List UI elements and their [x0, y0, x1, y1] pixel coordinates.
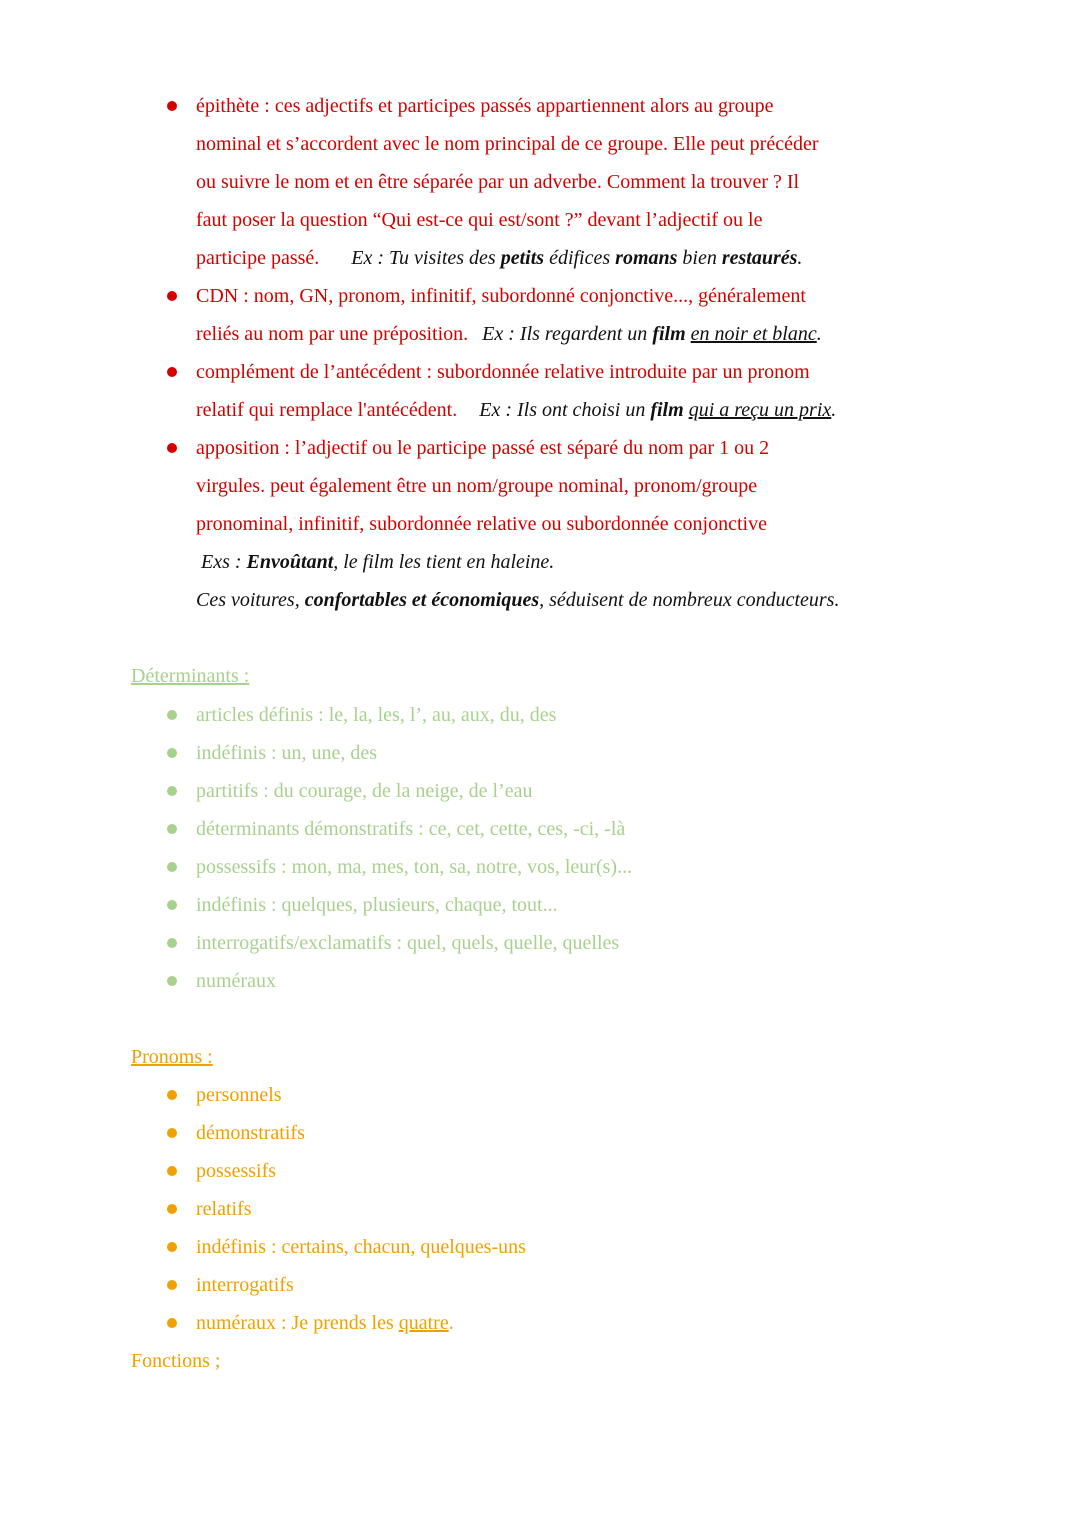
example: Exs : Envoûtant, le film les tient en haleine. — [201, 551, 555, 573]
bullet-icon — [167, 824, 177, 834]
bullet-icon — [167, 1242, 177, 1252]
text-line: relatif qui remplace l'antécédent. Ex : Ils ont choisi un film qui a reçu un prix. — [196, 399, 837, 421]
text-line: faut poser la question “Qui est-ce qui est/sont ?” devant l’adjectif ou le — [196, 209, 763, 231]
example: Ces voitures, confortables et économiques, séduisent de nombreux conducteurs. — [196, 589, 840, 611]
bullet-icon — [167, 1090, 177, 1100]
bullet-icon — [167, 710, 177, 720]
text-line: pronominal, infinitif, subordonnée relative ou subordonnée conjonctive — [196, 513, 767, 535]
determinants-heading: Déterminants : — [131, 665, 250, 687]
bullet-icon — [167, 443, 177, 453]
bullet-icon — [167, 291, 177, 301]
bullet-icon — [167, 1280, 177, 1290]
bullet-icon — [167, 1318, 177, 1328]
bullet-icon — [167, 938, 177, 948]
list-item-text: numéraux : Je prends les quatre. — [196, 1312, 454, 1334]
text-line — [196, 239, 956, 277]
bullet-icon — [167, 1128, 177, 1138]
bullet-icon — [167, 748, 177, 758]
bullet-icon — [167, 1204, 177, 1214]
bullet-icon — [167, 101, 177, 111]
text-line: CDN : nom, GN, pronom, infinitif, subordonné conjonctive..., généralement — [196, 285, 806, 307]
text-line: apposition : l’adjectif ou le participe passé est séparé du nom par 1 ou 2 — [196, 437, 770, 459]
example: Ex : Ils ont choisi un film qui a reçu un prix. — [479, 399, 837, 421]
bullet-icon — [167, 786, 177, 796]
text-line: ou suivre le nom et en être séparée par un adverbe. Comment la trouver ? Il — [196, 171, 800, 193]
text-line: reliés au nom par une préposition. Ex : Ils regardent un film en noir et blanc. — [196, 323, 822, 345]
bullet-icon — [167, 862, 177, 872]
text-line: épithète : ces adjectifs et participes passés appartiennent alors au groupe — [196, 95, 774, 117]
pronoms-heading: Pronoms : — [131, 1046, 213, 1068]
bullet-icon — [167, 1166, 177, 1176]
fonctions-heading: Fonctions ; — [131, 1350, 221, 1372]
text-fragment: participe passé. — [196, 247, 320, 269]
example: Ex : Tu visites des petits édifices romans bien restaurés. — [351, 247, 803, 269]
text-line: virgules. peut également être un nom/groupe nominal, pronom/groupe — [196, 475, 758, 497]
bullet-icon — [167, 900, 177, 910]
example: Ex : Ils regardent un film en noir et blanc. — [482, 323, 822, 345]
text-line: complément de l’antécédent : subordonnée relative introduite par un pronom — [196, 361, 810, 383]
text-line: nominal et s’accordent avec le nom principal de ce groupe. Elle peut précéder — [196, 133, 819, 155]
bullet-icon — [167, 976, 177, 986]
bullet-icon — [167, 367, 177, 377]
